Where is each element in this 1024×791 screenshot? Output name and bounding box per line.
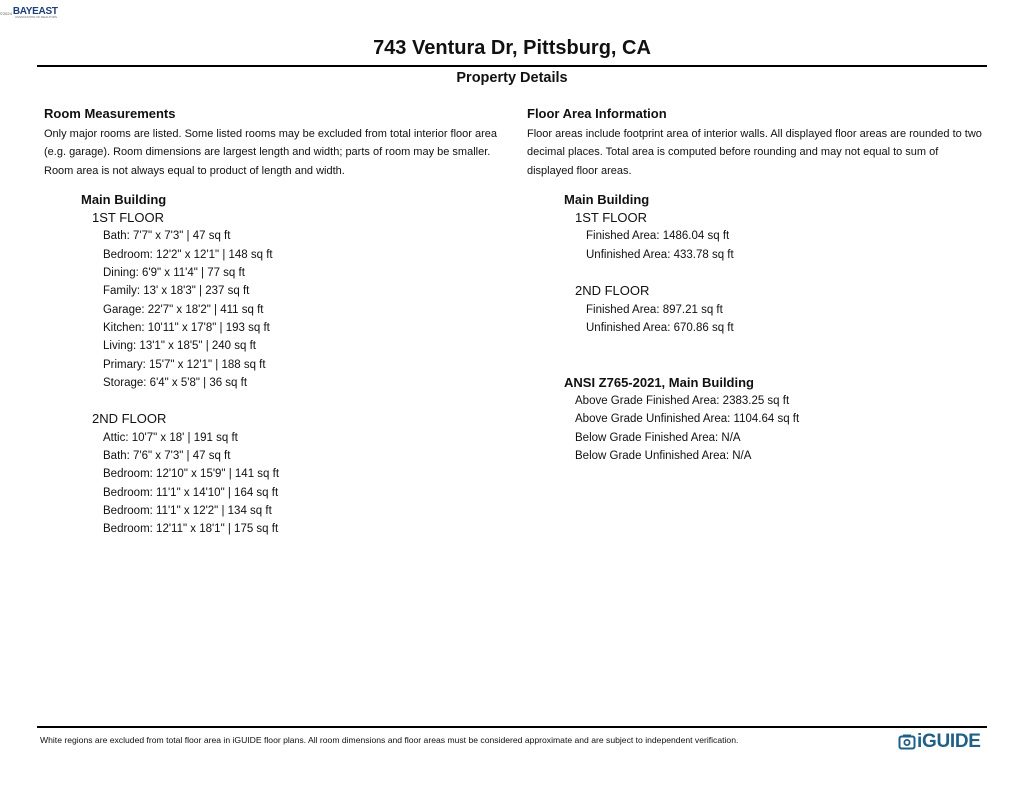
floor-heading: 2ND FLOOR [92,411,167,427]
unfinished-area: Unfinished Area: 670.86 sq ft [586,321,734,334]
unfinished-area: Unfinished Area: 433.78 sq ft [586,248,734,261]
room-measurements-description: Only major rooms are listed. Some listed rooms may be excluded from total interior floor area (e.g. garage). Room dimensions are largest length and width; parts of room may be smaller. Room area is not always equal to product of length and width. [44,128,498,177]
room-item: Bath: 7'6" x 7'3" | 47 sq ft [103,450,231,463]
page-subtitle: Property Details [456,70,568,86]
ansi-heading: ANSI Z765-2021, Main Building [564,374,754,390]
room-item: Kitchen: 10'11" x 17'8" | 193 sq ft [103,321,270,334]
floor-heading: 2ND FLOOR [575,283,650,299]
room-item: Primary: 15'7" x 12'1" | 188 sq ft [103,358,266,371]
room-measurements-heading: Room Measurements [44,106,176,121]
room-item: Bedroom: 12'11" x 18'1" | 175 sq ft [103,523,279,536]
building-heading: Main Building [564,191,650,207]
building-heading: Main Building [81,191,167,207]
footer-divider [37,726,987,728]
room-item: Bedroom: 12'2" x 12'1" | 148 sq ft [103,248,273,261]
ansi-line: Below Grade Finished Area: N/A [575,431,741,444]
ansi-line: Below Grade Unfinished Area: N/A [575,450,752,463]
ansi-line: Above Grade Finished Area: 2383.25 sq ft [575,395,790,408]
finished-area: Finished Area: 1486.04 sq ft [586,230,730,243]
floor-area-main-building [527,191,987,465]
room-item: Attic: 10'7" x 18' | 191 sq ft [103,431,238,444]
iguide-wordmark: iGUIDE [917,731,981,752]
room-item: Bath: 7'7" x 7'3" | 47 sq ft [103,230,231,243]
footer-note: White regions are excluded from total floor area in iGUIDE floor plans. All room dimensions and floor areas must be considered approximate and are subject to independent verification. [40,735,739,745]
spacer [527,337,987,374]
room-item: Garage: 22'7" x 18'2" | 411 sq ft [103,303,264,316]
room-item: Dining: 6'9" x 11'4" | 77 sq ft [103,267,245,280]
room-item: Bedroom: 12'10" x 15'9" | 141 sq ft [103,468,280,481]
room-item: Storage: 6'4" x 5'8" | 36 sq ft [103,376,248,389]
bayeast-logo [0,3,58,17]
room-item: Family: 13' x 18'3" | 237 sq ft [103,285,250,298]
room-item: Living: 13'1" x 18'5" | 240 sq ft [103,340,256,353]
spacer [44,392,504,410]
ansi-line: Above Grade Unfinished Area: 1104.64 sq ft [575,413,800,426]
floor-area-heading: Floor Area Information [527,106,667,121]
spacer [527,264,987,282]
iguide-camera-icon [898,733,916,751]
floor-area-section [527,104,987,465]
page-title: 743 Ventura Dr, Pittsburg, CA [373,37,651,59]
floor-area-description: Floor areas include footprint area of interior walls. All displayed floor areas are rounded to two decimal places. Total area is computed before rounding and may not equal to sum of displayed floor areas. [527,128,982,177]
room-item: Bedroom: 11'1" x 12'2" | 134 sq ft [103,504,272,517]
iguide-logo [898,731,981,753]
floor-heading: 1ST FLOOR [92,210,165,226]
room-item: Bedroom: 11'1" x 14'10" | 164 sq ft [103,486,279,499]
finished-area: Finished Area: 897.21 sq ft [586,303,723,316]
logo-east: EAST [32,6,58,17]
room-measurements-section [44,104,504,539]
room-list-main-building [44,191,504,539]
logo-bay: BAY [12,6,33,17]
logo-copyright: ©2024 [0,11,12,16]
logo-tagline: ASSOCIATION OF REALTORS [15,15,58,19]
title-divider [37,65,987,67]
floor-heading: 1ST FLOOR [575,210,648,226]
